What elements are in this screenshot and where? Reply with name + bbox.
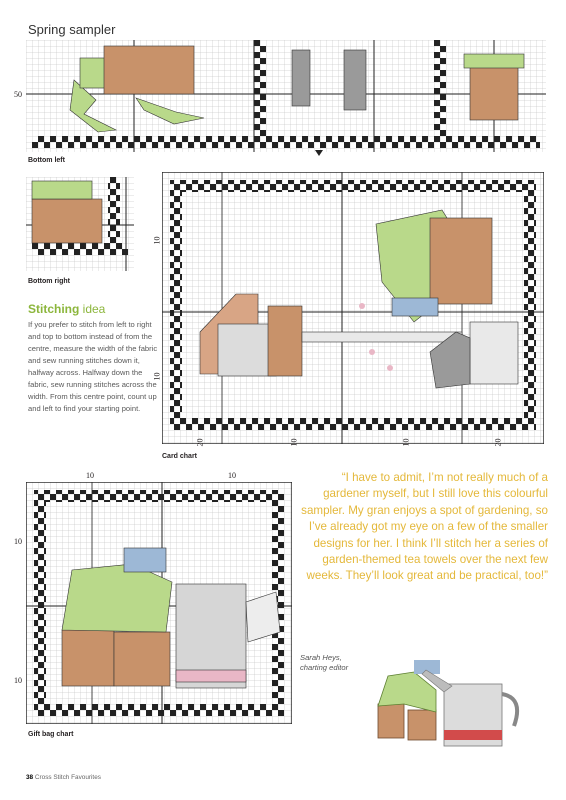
card-axis-bottom-1: 20	[195, 438, 205, 447]
bottom-left-label: Bottom left	[28, 157, 65, 164]
centre-arrow-icon	[315, 150, 323, 156]
card-axis-bottom-3: 10	[401, 438, 411, 447]
gift-axis-top-2: 10	[228, 471, 236, 480]
quote-credit	[300, 653, 348, 673]
card-axis-bottom-2: 10	[289, 438, 299, 447]
stitching-idea-bold: Stitching	[28, 302, 80, 316]
quote-role: charting editor	[300, 663, 349, 672]
gift-bag-chart	[26, 482, 292, 724]
stitching-idea-light: idea	[79, 302, 106, 316]
card-axis-10-bottom: 10	[152, 372, 162, 381]
card-chart-label: Card chart	[162, 453, 198, 460]
gift-axis-left-1: 10	[14, 537, 22, 546]
gift-bag-chart-label: Gift bag chart	[28, 731, 74, 738]
page-footer	[26, 774, 101, 781]
page-header-title: Spring sampler	[28, 22, 116, 37]
editor-quote: “I have to admit, I’m not really much of a gardener myself, but I still love this colourful sampler. My gran enjoys a spot of gardening, so I’ve already got my eye on a few of the smaller designs for her. I think I’ll stitch her a series of garden-themed tea towels over the next few weeks. They’ll look great and be practical, too!”	[301, 471, 548, 583]
card-axis-bottom-4: 20	[493, 438, 503, 447]
card-axis-10-top: 10	[152, 236, 162, 245]
stitching-idea-heading	[28, 302, 105, 316]
quote-author: Sarah Heys,	[300, 653, 342, 662]
page-number: 38	[26, 774, 34, 781]
gift-axis-top-1: 10	[86, 471, 94, 480]
bottom-right-chart	[26, 177, 134, 271]
stitching-idea-body: If you prefer to stitch from left to right and top to bottom instead of from the centre, measure the width of the fabric and sew running stitches down it, halfway across. Halfway down the fabric, sew running stitches across the width. From this centre point, count up and left to find your starting point.	[28, 320, 158, 413]
axis-label-50: 50	[14, 90, 22, 99]
gift-axis-left-2: 10	[14, 676, 22, 685]
card-chart	[162, 172, 544, 444]
stitched-motif-image	[374, 646, 534, 754]
magazine-title: Cross Stitch Favourites	[34, 774, 101, 781]
bottom-left-chart	[26, 40, 546, 158]
bottom-right-label: Bottom right	[28, 278, 70, 285]
